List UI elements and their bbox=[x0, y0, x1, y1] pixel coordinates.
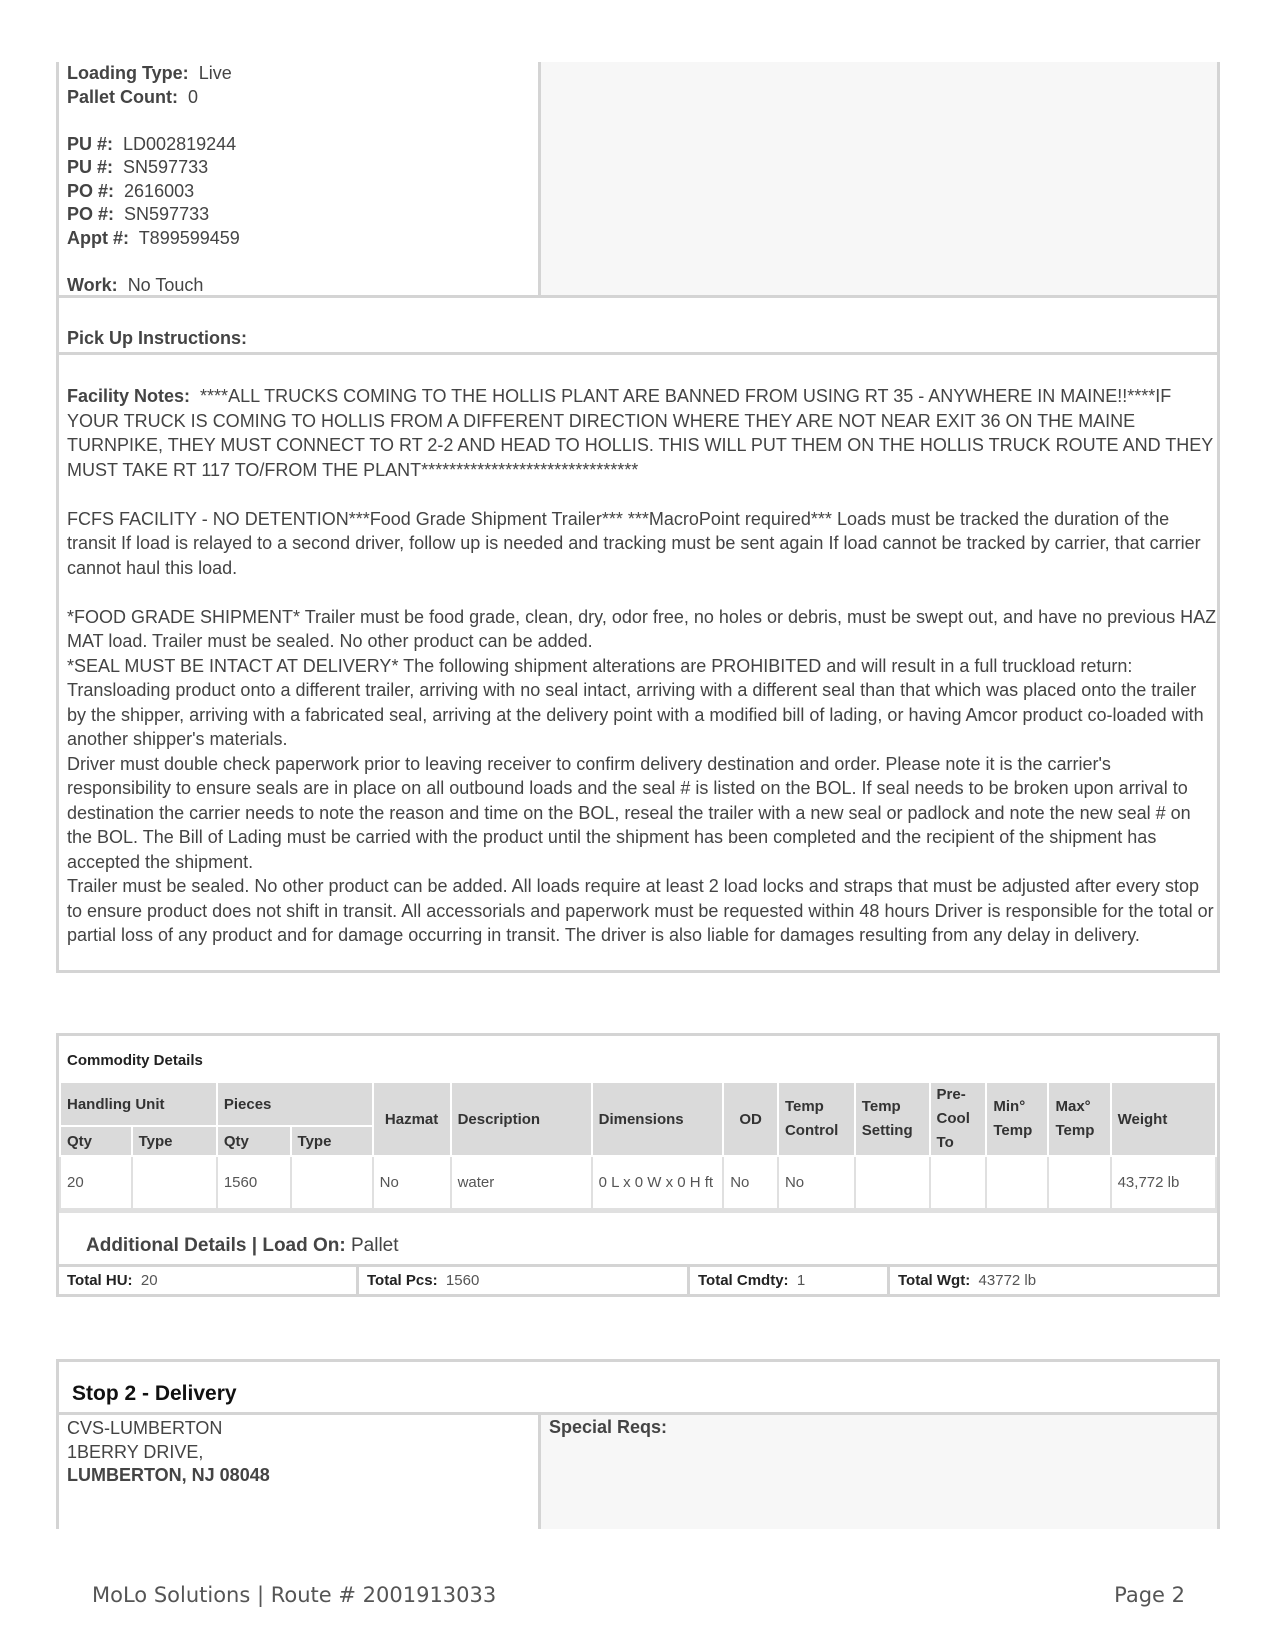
commodity-totals bbox=[59, 1264, 1217, 1294]
th-temp-setting: Temp Setting bbox=[855, 1082, 930, 1156]
load-on-value: Pallet bbox=[351, 1235, 399, 1256]
fcfs-note: FCFS FACILITY - NO DETENTION***Food Grade Shipment Trailer*** ***MacroPoint required*** Loads must be tracked the duration of the transit If load is relayed to a second driver, follow up is needed and tracking must be sent again If load cannot be tracked by carrier, that carrier cannot haul this load. bbox=[67, 508, 1201, 578]
stop-2-section bbox=[56, 1359, 1220, 1529]
th-handling-unit: Handling Unit bbox=[60, 1082, 217, 1126]
ref-row: Appt #: T899599459 bbox=[67, 227, 240, 248]
pallet-count-value: 0 bbox=[188, 86, 199, 107]
cell-description: water bbox=[451, 1156, 592, 1209]
table-row bbox=[60, 1156, 1216, 1209]
commodity-details bbox=[56, 1033, 1220, 1297]
cell-hazmat: No bbox=[373, 1156, 451, 1209]
th-od: OD bbox=[723, 1082, 778, 1156]
work-value: No Touch bbox=[127, 274, 204, 295]
stop-2-street: 1BERRY DRIVE, bbox=[67, 1441, 204, 1462]
th-pcs-type: Type bbox=[291, 1126, 373, 1156]
cell-hu-qty: 20 bbox=[60, 1156, 132, 1209]
pickup-details-left bbox=[59, 62, 541, 295]
th-pieces: Pieces bbox=[217, 1082, 373, 1126]
facility-notes: Facility Notes: ****ALL TRUCKS COMING TO THE HOLLIS PLANT ARE BANNED FROM USING RT 35 - ANYWHERE IN MAINE!!****IF YOUR TRUCK IS COMING TO HOLLIS FROM A DIFFERENT DIRECTION WHERE THEY ARE NOT NEAR EXIT 36 ON THE MAINE TURNPIKE, THEY MUST CONNECT TO RT 2-2 AND HEAD TO HOLLIS. THIS WILL PUT THEM ON THE HOLLIS TRUCK ROUTE AND THEY MUST TAKE RT 117 TO/FROM THE PLANT******************************* bbox=[67, 386, 1213, 480]
cell-pcs-type bbox=[291, 1156, 373, 1209]
cell-dimensions: 0 L x 0 W x 0 H ft bbox=[592, 1156, 724, 1209]
commodity-table bbox=[59, 1081, 1217, 1210]
special-reqs-panel bbox=[541, 1415, 1217, 1529]
commodity-title: Commodity Details bbox=[67, 1052, 203, 1069]
cell-min-temp bbox=[986, 1156, 1048, 1209]
pickup-details-right-panel bbox=[541, 62, 1217, 295]
cell-hu-type bbox=[132, 1156, 217, 1209]
stop-2-title: Stop 2 - Delivery bbox=[59, 1362, 1217, 1415]
stop-2-address bbox=[59, 1415, 541, 1529]
cell-od: No bbox=[723, 1156, 778, 1209]
total-pcs: Total Pcs: 1560 bbox=[359, 1267, 690, 1294]
cell-pcs-qty: 1560 bbox=[217, 1156, 291, 1209]
th-hazmat: Hazmat bbox=[373, 1082, 451, 1156]
pickup-instructions-label: Pick Up Instructions: bbox=[56, 298, 1220, 355]
trailer-note: Trailer must be sealed. No other product can be added. All loads require at least 2 load locks and straps that must be adjusted after every stop to ensure product does not shift in transit. All accessorials and paperwork must be requested within 48 hours Driver is responsible for the total or partial loss of any product and for damage occurring in transit. The driver is also liable for damages resulting from any delay in delivery. bbox=[67, 876, 1214, 945]
seal-note: *SEAL MUST BE INTACT AT DELIVERY* The following shipment alterations are PROHIBITED and will result in a full truckload return: Transloading product onto a different trailer, arriving with no seal intact, arriving with a different seal than that which was placed onto the trailer by the shipper, arriving with a fabricated seal, arriving at the delivery point with a modified bill of lading, or having Amcor product co-loaded with another shipper's materials. bbox=[67, 655, 1204, 749]
work-row: Work: No Touch bbox=[67, 274, 204, 295]
pallet-count-row: Pallet Count: 0 bbox=[67, 86, 199, 107]
ref-row: PU #: SN597733 bbox=[67, 157, 209, 177]
footer-route: MoLo Solutions | Route # 2001913033 bbox=[92, 1583, 497, 1607]
total-wgt: Total Wgt: 43772 lb bbox=[898, 1272, 1037, 1289]
th-pre-cool: Pre-Cool To bbox=[930, 1082, 987, 1156]
cell-weight: 43,772 lb bbox=[1111, 1156, 1216, 1209]
ref-row: PO #: 2616003 bbox=[67, 180, 195, 201]
th-min-temp: Min° Temp bbox=[986, 1082, 1048, 1156]
food-grade-note: *FOOD GRADE SHIPMENT* Trailer must be food grade, clean, dry, odor free, no holes or debris, must be swept out, and have no previous HAZ MAT load. Trailer must be sealed. No other product can be added. bbox=[67, 606, 1217, 651]
special-reqs-label: Special Reqs: bbox=[549, 1417, 668, 1437]
cell-temp-control: No bbox=[778, 1156, 855, 1209]
stop-2-name: CVS-LUMBERTON bbox=[67, 1418, 223, 1438]
additional-details: Additional Details | Load On: Pallet bbox=[59, 1210, 1217, 1264]
cell-max-temp bbox=[1048, 1156, 1110, 1209]
loading-type-value: Live bbox=[198, 63, 232, 83]
total-hu: Total HU: 20 bbox=[59, 1267, 359, 1294]
th-max-temp: Max° Temp bbox=[1048, 1082, 1110, 1156]
th-hu-type: Type bbox=[132, 1126, 217, 1156]
pickup-details-section bbox=[56, 62, 1220, 298]
driver-note: Driver must double check paperwork prior to leaving receiver to confirm delivery destination and order. Please note it is the carrier's responsibility to ensure seals are in place on all outbound loads and the seal # is listed on the BOL. If seal needs to be broken upon arrival to destination the carrier needs to note the reason and time on the BOL, reseal the trailer with a new seal or padlock and note the new seal # on the BOL. The Bill of Lading must be carried with the product until the shipment has been completed and the recipient of the shipment has accepted the shipment. bbox=[67, 753, 1191, 872]
total-cmdty: Total Cmdty: 1 bbox=[690, 1267, 890, 1294]
stop-2-city: LUMBERTON, NJ 08048 bbox=[67, 1465, 270, 1485]
th-hu-qty: Qty bbox=[60, 1126, 132, 1156]
footer-page-number: Page 2 bbox=[1114, 1583, 1185, 1607]
cell-temp-setting bbox=[855, 1156, 930, 1209]
ref-row: PO #: SN597733 bbox=[67, 204, 210, 224]
ref-row: PU #: LD002819244 bbox=[67, 133, 237, 154]
th-temp-control: Temp Control bbox=[778, 1082, 855, 1156]
th-description: Description bbox=[451, 1082, 592, 1156]
th-weight: Weight bbox=[1111, 1082, 1216, 1156]
cell-pre-cool bbox=[930, 1156, 987, 1209]
loading-type-row: Loading Type: Live bbox=[67, 63, 232, 83]
facility-notes-section bbox=[56, 355, 1220, 973]
th-dimensions: Dimensions bbox=[592, 1082, 724, 1156]
th-pcs-qty: Qty bbox=[217, 1126, 291, 1156]
